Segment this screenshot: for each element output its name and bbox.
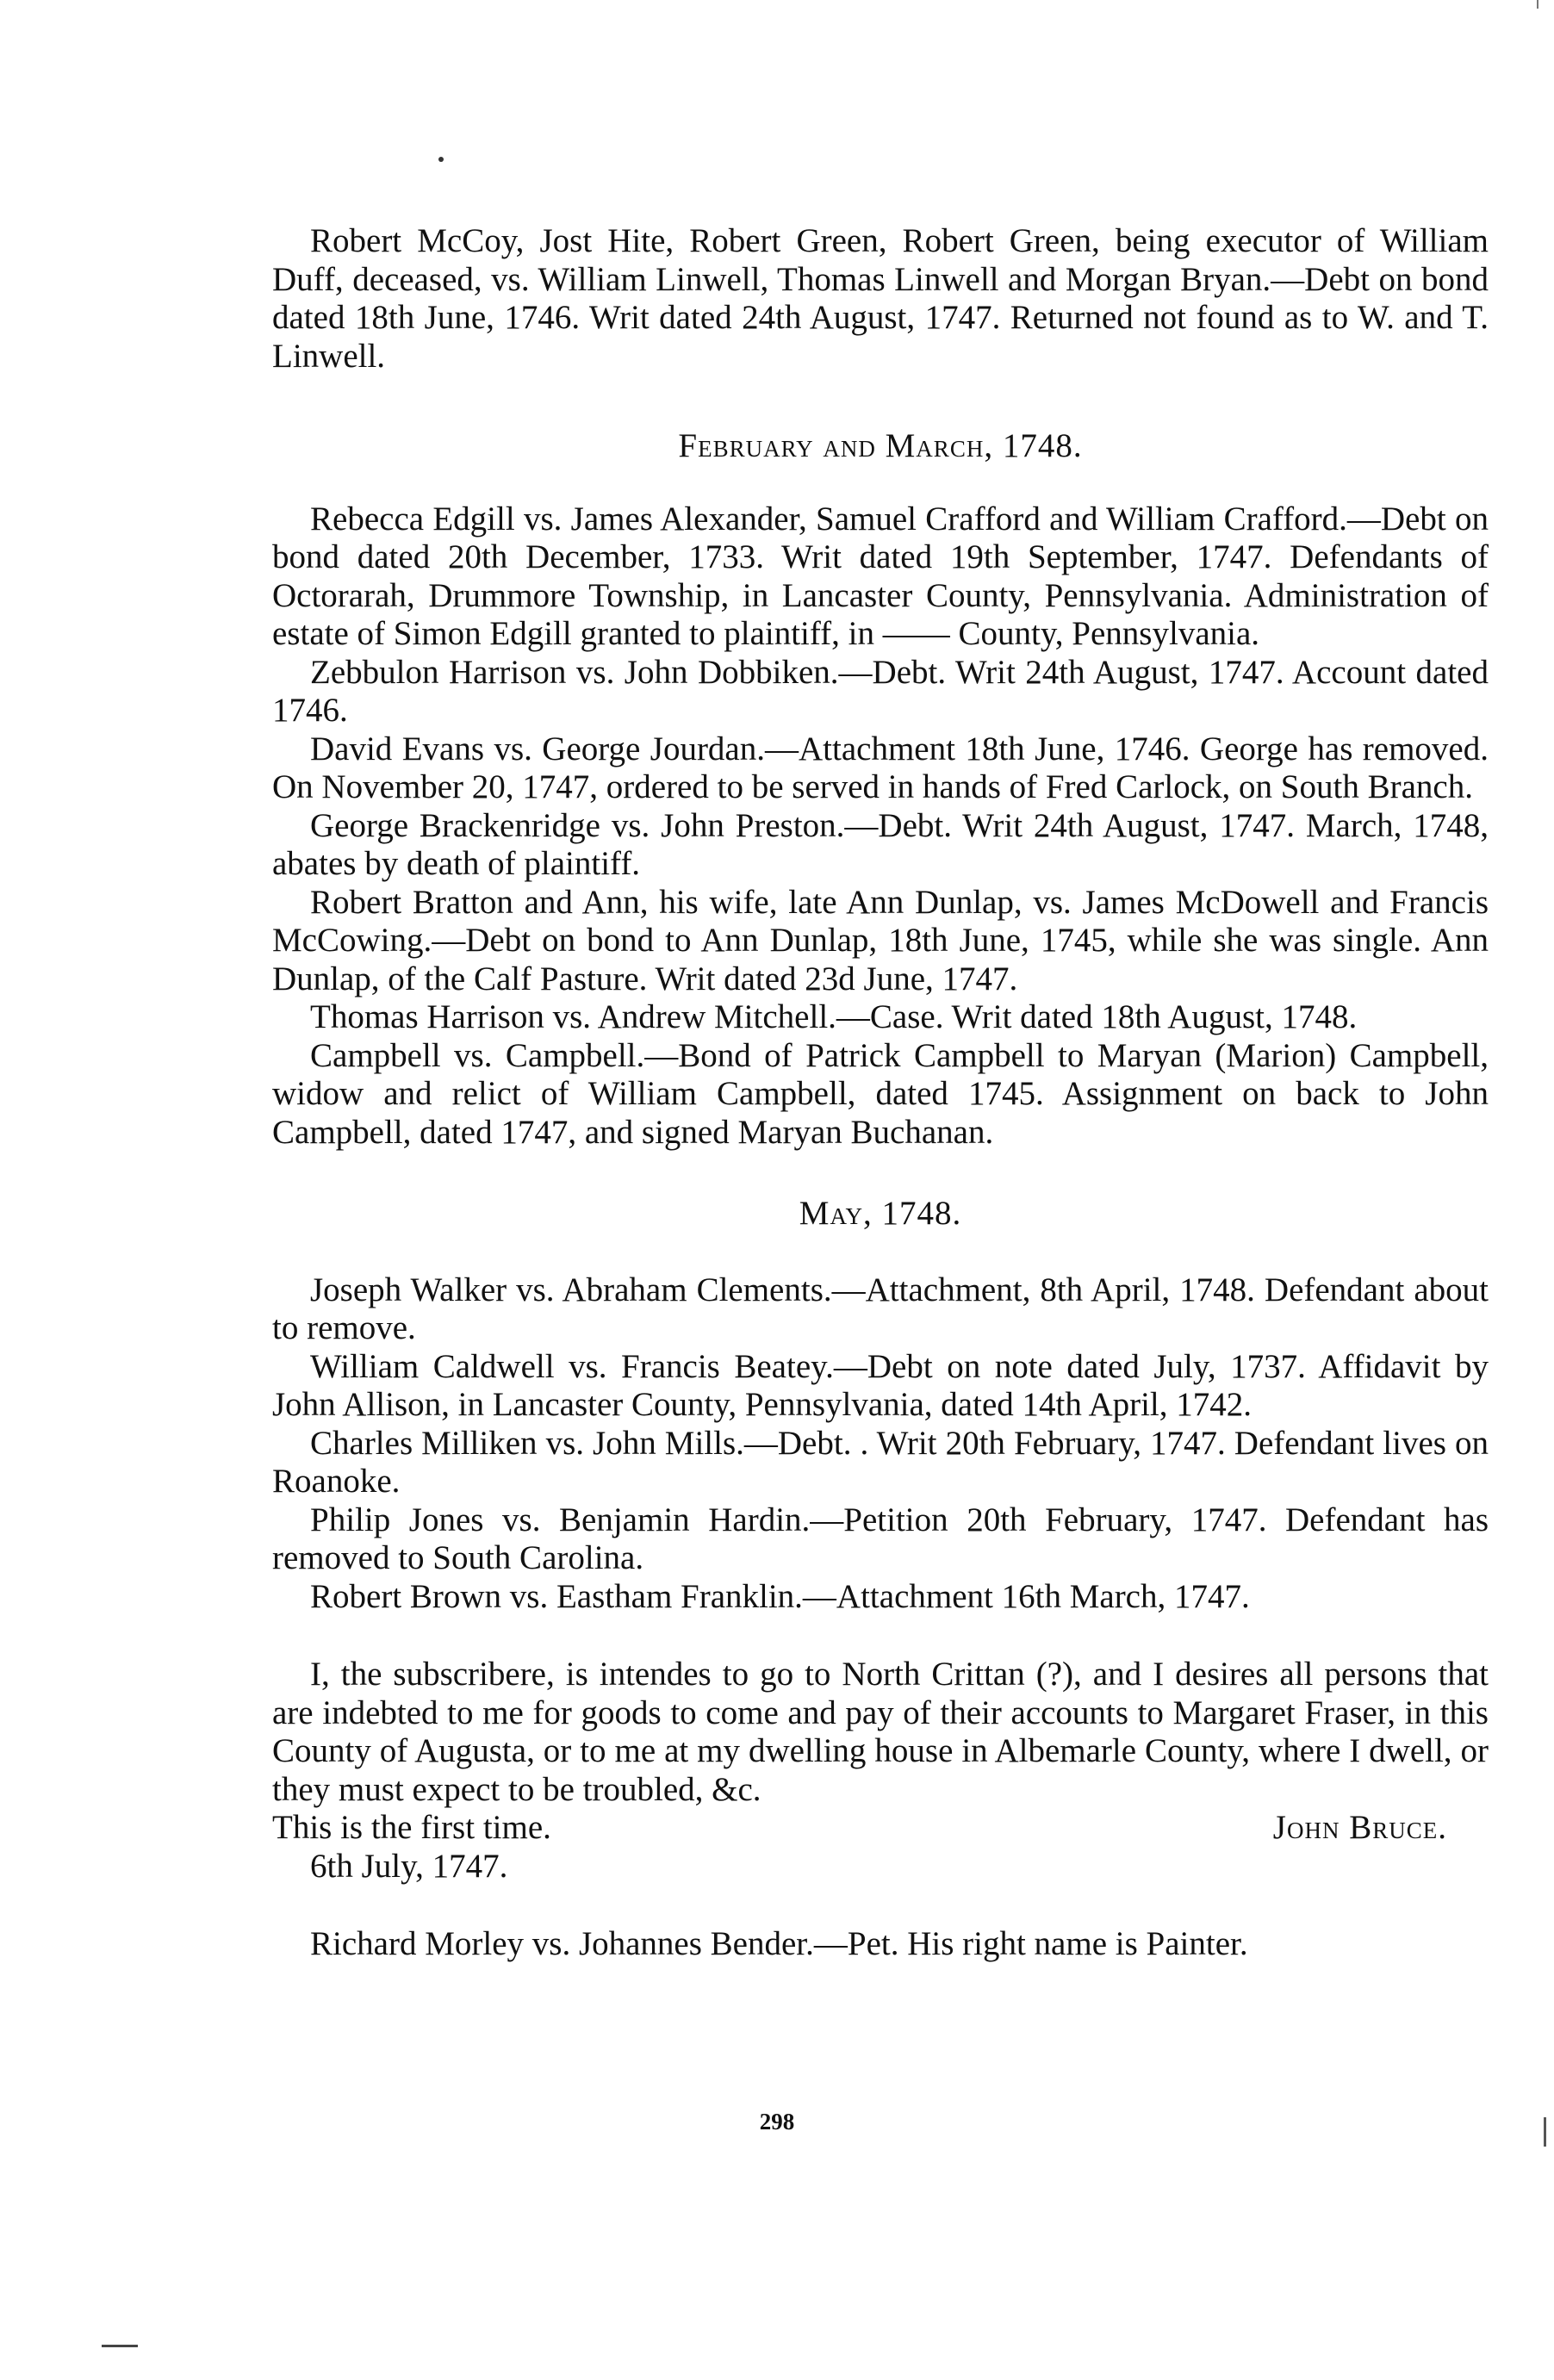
entry-walker-v-clements: Joseph Walker vs. Abraham Clements.—Attachment, 8th April, 1748. Defendant about to remove. bbox=[272, 1271, 1489, 1346]
page-number: 298 bbox=[759, 2109, 795, 2135]
entry-morley-v-bender: Richard Morley vs. Johannes Bender.—Pet. His right name is Painter. bbox=[310, 1925, 1248, 1962]
notice-block bbox=[272, 1656, 1489, 1886]
entry-caldwell-v-beatey: William Caldwell vs. Francis Beatey.—Debt on note dated July, 1737. Affidavit by John Allison, in Lancaster County, Pennsylvania, dated 14th April, 1742. bbox=[272, 1347, 1489, 1423]
entry-bratton-v-mcdowell: Robert Bratton and Ann, his wife, late Ann Dunlap, vs. James McDowell and Francis McCowing.—Debt on bond to Ann Dunlap, 18th June, 1745, while she was single. Ann Dunlap, of the Calf Pasture. Writ dated 23d June, 1747. bbox=[272, 883, 1489, 997]
notice-date: 6th July, 1747. bbox=[310, 1847, 508, 1885]
entry-brackenridge-v-preston: George Brackenridge vs. John Preston.—Debt. Writ 24th August, 1747. March, 1748, abates by death of plaintiff. bbox=[272, 806, 1489, 882]
scan-speck bbox=[438, 157, 444, 162]
notice-body: I, the subscribere, is intendes to go to North Crittan (?), and I desires all persons that are indebted to me for goods to come and pay of their accounts to Margaret Fraser, in this County of Augusta, or to me at my dwelling house in Albemarle County, where I dwell, or they must expect to be troubled, &c. bbox=[272, 1656, 1489, 1808]
entry-jones-v-hardin: Philip Jones vs. Benjamin Hardin.—Petition 20th February, 1747. Defendant has removed to South Carolina. bbox=[272, 1501, 1489, 1576]
entry-harrison-v-mitchell: Thomas Harrison vs. Andrew Mitchell.—Case. Writ dated 18th August, 1748. bbox=[310, 998, 1358, 1035]
section-heading-may-1748: May, 1748. bbox=[799, 1195, 962, 1232]
scan-edge-mark-top bbox=[1537, 0, 1538, 9]
notice-closing-line bbox=[272, 1809, 1489, 1848]
page-body bbox=[272, 222, 1489, 1964]
entry-harrison-v-dobbiken: Zebbulon Harrison vs. John Dobbiken.—Debt. Writ 24th August, 1747. Account dated 1746. bbox=[272, 653, 1489, 729]
entry-edgill-v-alexander: Rebecca Edgill vs. James Alexander, Samuel Crafford and William Crafford.—Debt on bond dated 20th December, 1733. Writ dated 19th September, 1747. Defendants of Octorarah, Drummore Township, in Lancaster County, Pennsylvania. Administration of estate of Simon Edgill granted to plaintiff, in —— County, Pennsylvania. bbox=[272, 500, 1489, 652]
entry-evans-v-jourdan: David Evans vs. George Jourdan.—Attachment 18th June, 1746. George has removed. On November 20, 1747, ordered to be served in hands of Fred Carlock, on South Branch. bbox=[272, 730, 1489, 805]
scan-edge-mark bbox=[1544, 2117, 1546, 2147]
scan-dash-mark bbox=[102, 2345, 138, 2347]
entry-mccoy-v-linwell: Robert McCoy, Jost Hite, Robert Green, Robert Green, being executor of William Duff, deceased, vs. William Linwell, Thomas Linwell and Morgan Bryan.—Debt on bond dated 18th June, 1746. Writ dated 24th August, 1747. Returned not found as to W. and T. Linwell. bbox=[272, 222, 1489, 375]
entry-brown-v-franklin: Robert Brown vs. Eastham Franklin.—Attachment 16th March, 1747. bbox=[310, 1577, 1250, 1615]
entry-campbell-v-campbell: Campbell vs. Campbell.—Bond of Patrick Campbell to Maryan (Marion) Campbell, widow and relict of William Campbell, dated 1745. Assignment on back to John Campbell, dated 1747, and signed Maryan Buchanan. bbox=[272, 1036, 1489, 1151]
notice-signature: John Bruce. bbox=[1272, 1809, 1447, 1846]
notice-last-line: This is the first time. bbox=[272, 1809, 551, 1846]
entry-milliken-v-mills: Charles Milliken vs. John Mills.—Debt. . Writ 20th February, 1747. Defendant lives on Roanoke. bbox=[272, 1424, 1489, 1500]
section-heading-february-march-1748: February and March, 1748. bbox=[678, 427, 1083, 464]
